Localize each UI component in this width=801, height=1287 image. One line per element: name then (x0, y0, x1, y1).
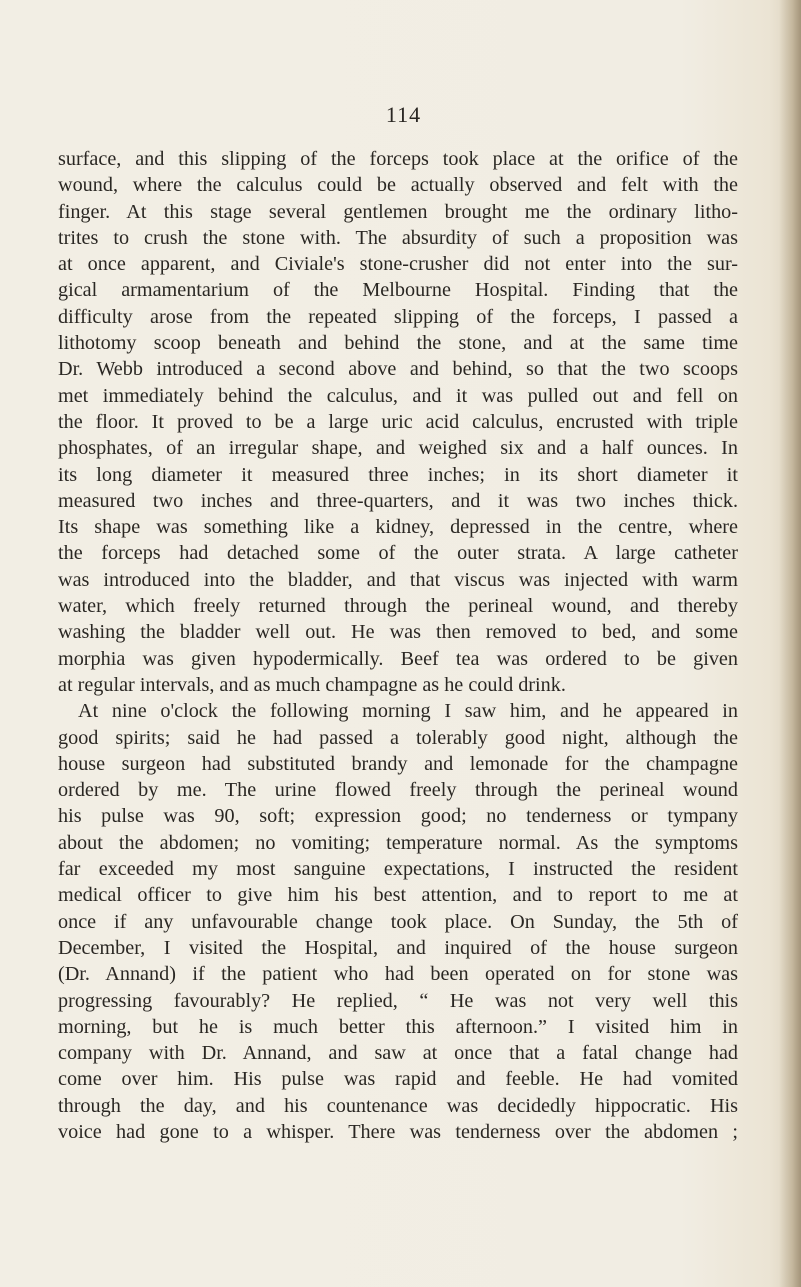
text-line-14: measured two inches and three-quarters, and it was two inches thick. (58, 489, 738, 512)
text-line-2: wound, where the calculus could be actually observed and felt with the (58, 174, 738, 197)
text-line-16: the forceps had detached some of the outer strata. A large catheter (58, 542, 738, 565)
text-line-10: met immediately behind the calculus, and it was pulled out and fell on (58, 384, 738, 407)
text-line-32: (Dr. Annand) if the patient who had been operated on for stone was (58, 963, 738, 986)
text-line-20: morphia was given hypodermically. Beef tea was ordered to be given (58, 647, 738, 670)
text-line-24: house surgeon had substituted brandy and lemonade for the champagne (58, 752, 738, 775)
text-line-9: Dr. Webb introduced a second above and behind, so that the two scoops (58, 358, 738, 381)
text-line-30: once if any unfavourable change took place. On Sunday, the 5th of (58, 910, 738, 933)
text-line-21: at regular intervals, and as much champagne as he could drink. (58, 673, 566, 696)
text-line-1: surface, and this slipping of the forceps took place at the orifice of the (58, 148, 738, 170)
body-text (58, 146, 738, 1145)
text-line-38: voice had gone to a whisper. There was tenderness over the abdomen ; (58, 1120, 738, 1143)
text-line-28: far exceeded my most sanguine expectations, I instructed the resident (58, 858, 738, 881)
text-line-27: about the abdomen; no vomiting; temperature normal. As the symptoms (58, 831, 738, 854)
page-edge-shadow (779, 0, 801, 1287)
text-line-23: good spirits; said he had passed a tolerably good night, although the (58, 726, 738, 749)
text-line-4: trites to crush the stone with. The absurdity of such a proposition was (58, 226, 738, 249)
text-line-31: December, I visited the Hospital, and inquired of the house surgeon (58, 936, 738, 959)
text-line-17: was introduced into the bladder, and that viscus was injected with warm (58, 568, 738, 591)
text-line-11: the floor. It proved to be a large uric acid calculus, encrusted with triple (58, 410, 738, 433)
text-line-34: morning, but he is much better this afternoon.” I visited him in (58, 1015, 738, 1038)
text-line-33: progressing favourably? He replied, “ He was not very well this (58, 989, 738, 1012)
text-line-22: At nine o'clock the following morning I saw him, and he appeared in (78, 700, 738, 723)
text-line-7: difficulty arose from the repeated slipping of the forceps, I passed a (58, 305, 738, 328)
text-line-36: come over him. His pulse was rapid and feeble. He had vomited (58, 1068, 738, 1091)
page-number: 114 (385, 102, 422, 127)
text-line-19: washing the bladder well out. He was then removed to bed, and some (58, 621, 738, 644)
text-line-37: through the day, and his countenance was decidedly hippocratic. His (58, 1094, 738, 1117)
text-line-5: at once apparent, and Civiale's stone-crusher did not enter into the sur- (58, 253, 738, 276)
text-line-15: Its shape was something like a kidney, depressed in the centre, where (58, 516, 738, 539)
text-line-29: medical officer to give him his best attention, and to report to me at (58, 884, 738, 907)
text-line-35: company with Dr. Annand, and saw at once that a fatal change had (58, 1042, 738, 1065)
text-line-26: his pulse was 90, soft; expression good; no tenderness or tympany (58, 805, 738, 828)
text-line-18: water, which freely returned through the perineal wound, and thereby (58, 595, 738, 618)
text-line-13: its long diameter it measured three inches; in its short diameter it (58, 463, 738, 486)
text-line-3: finger. At this stage several gentlemen brought me the ordinary litho- (58, 200, 738, 223)
text-line-6: gical armamentarium of the Melbourne Hospital. Finding that the (58, 279, 738, 302)
text-line-8: lithotomy scoop beneath and behind the stone, and at the same time (58, 332, 738, 355)
text-line-25: ordered by me. The urine flowed freely through the perineal wound (58, 779, 738, 802)
text-line-12: phosphates, of an irregular shape, and weighed six and a half ounces. In (58, 437, 738, 460)
